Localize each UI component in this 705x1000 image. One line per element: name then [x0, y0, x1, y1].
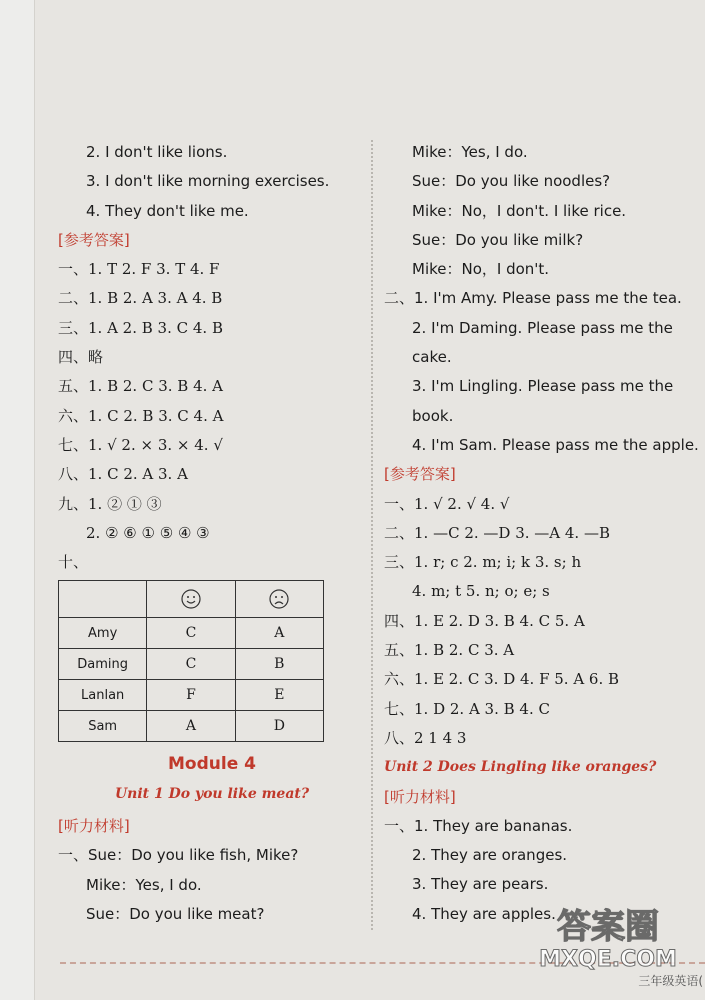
table-cell-name: Daming: [59, 649, 147, 680]
answer-line: 一、1. T 2. F 3. T 4. F: [58, 260, 220, 279]
text-line: Sue：Do you like milk?: [412, 230, 584, 249]
table-cell-name: Lanlan: [59, 680, 147, 711]
table-cell-name: Sam: [59, 711, 147, 742]
watermark-logo: [523, 902, 693, 972]
section-header-listening: [听力材料]: [384, 787, 456, 806]
text-line: cake.: [412, 348, 452, 367]
section-header-reference-answers: [参考答案]: [58, 230, 130, 249]
answer-line: 二、1. —C 2. —D 3. —A 4. —B: [384, 523, 610, 542]
text-line: 3. I don't like morning exercises.: [86, 172, 330, 191]
table-header-cell: [147, 581, 235, 618]
sad-face-icon: [269, 589, 289, 609]
section-header-reference-answers: [参考答案]: [384, 465, 456, 484]
answer-line: 四、1. E 2. D 3. B 4. C 5. A: [384, 611, 585, 630]
table-cell: A: [147, 711, 235, 742]
text-line: 一、1. They are bananas.: [384, 816, 573, 835]
text-line: Sue：Do you like meat?: [86, 904, 265, 923]
unit-title: Unit 1 Do you like meat?: [114, 786, 310, 802]
text-line: 4. I'm Sam. Please pass me the apple.: [412, 435, 699, 454]
watermark-text-top: 答案圈: [557, 907, 659, 947]
table-cell: A: [235, 618, 323, 649]
table-cell: F: [147, 680, 235, 711]
table-row: [59, 649, 324, 680]
answer-line: 五、1. B 2. C 3. A: [384, 641, 515, 660]
answer-line: 4. m; t 5. n; o; e; s: [412, 582, 550, 601]
table-row: [59, 711, 324, 742]
page-binding-margin: [0, 0, 35, 1000]
text-line: 一、Sue：Do you like fish, Mike?: [58, 846, 299, 865]
answer-line: 七、1. √ 2. × 3. × 4. √: [58, 435, 223, 454]
feelings-table: [58, 580, 324, 742]
answer-line: 2. ② ⑥ ① ⑤ ④ ③: [86, 523, 210, 542]
answer-line: 四、略: [58, 348, 104, 367]
unit-title: Unit 2 Does Lingling like oranges?: [384, 759, 657, 776]
text-line: Mike：No，I don't.: [412, 260, 550, 279]
table-header-row: [59, 581, 324, 618]
text-line: book.: [412, 406, 454, 425]
text-line: 2. I'm Daming. Please pass me the: [412, 318, 673, 337]
table-cell: B: [235, 649, 323, 680]
table-corner-cell: [59, 581, 147, 618]
answer-line: 二、1. B 2. A 3. A 4. B: [58, 289, 223, 308]
answer-line: 六、1. E 2. C 3. D 4. F 5. A 6. B: [384, 670, 620, 689]
text-line: 4. They are apples.: [412, 904, 556, 923]
text-line: 2. They are oranges.: [412, 846, 568, 865]
answer-line: 一、1. √ 2. √ 4. √: [384, 494, 510, 513]
text-line: 二、1. I'm Amy. Please pass me the tea.: [384, 289, 682, 308]
table-header-cell: [235, 581, 323, 618]
section-header-listening: [听力材料]: [58, 817, 130, 835]
text-line: 3. They are pears.: [412, 875, 549, 894]
answer-line: 十、: [58, 553, 89, 572]
left-column: [58, 138, 366, 577]
text-line: 3. I'm Lingling. Please pass me the: [412, 377, 674, 396]
table-row: [59, 618, 324, 649]
text-line: 2. I don't like lions.: [86, 143, 228, 161]
module-title: Module 4: [168, 754, 256, 774]
text-line: 4. They don't like me.: [86, 201, 249, 220]
left-column-bottom: [58, 812, 366, 929]
answer-line: 八、1. C 2. A 3. A: [58, 465, 188, 484]
answer-line: 五、1. B 2. C 3. B 4. A: [58, 377, 223, 396]
table-cell: E: [235, 680, 323, 711]
footer-grade-label: 三年级英语(: [638, 974, 703, 988]
text-line: Sue：Do you like noodles?: [412, 172, 611, 191]
answer-line: 七、1. D 2. A 3. B 4. C: [384, 699, 550, 718]
smiley-face-icon: [181, 589, 201, 609]
text-line: Mike：No，I don't. I like rice.: [412, 201, 627, 220]
answer-line: 九、1. ② ① ③: [58, 494, 162, 513]
answer-line: 六、1. C 2. B 3. C 4. A: [58, 406, 224, 425]
table-row: [59, 680, 324, 711]
watermark-text-bottom: MXQE.COM: [539, 947, 677, 972]
table-cell: C: [147, 649, 235, 680]
table-cell-name: Amy: [59, 618, 147, 649]
text-line: Mike：Yes, I do.: [86, 875, 202, 894]
right-column: [384, 138, 700, 929]
column-divider: [371, 140, 373, 930]
answer-line: 三、1. A 2. B 3. C 4. B: [58, 318, 223, 337]
text-line: Mike：Yes, I do.: [412, 143, 528, 161]
answer-line: 八、2 1 4 3: [384, 728, 467, 747]
answer-line: 三、1. r; c 2. m; i; k 3. s; h: [384, 553, 582, 572]
table-cell: C: [147, 618, 235, 649]
table-cell: D: [235, 711, 323, 742]
